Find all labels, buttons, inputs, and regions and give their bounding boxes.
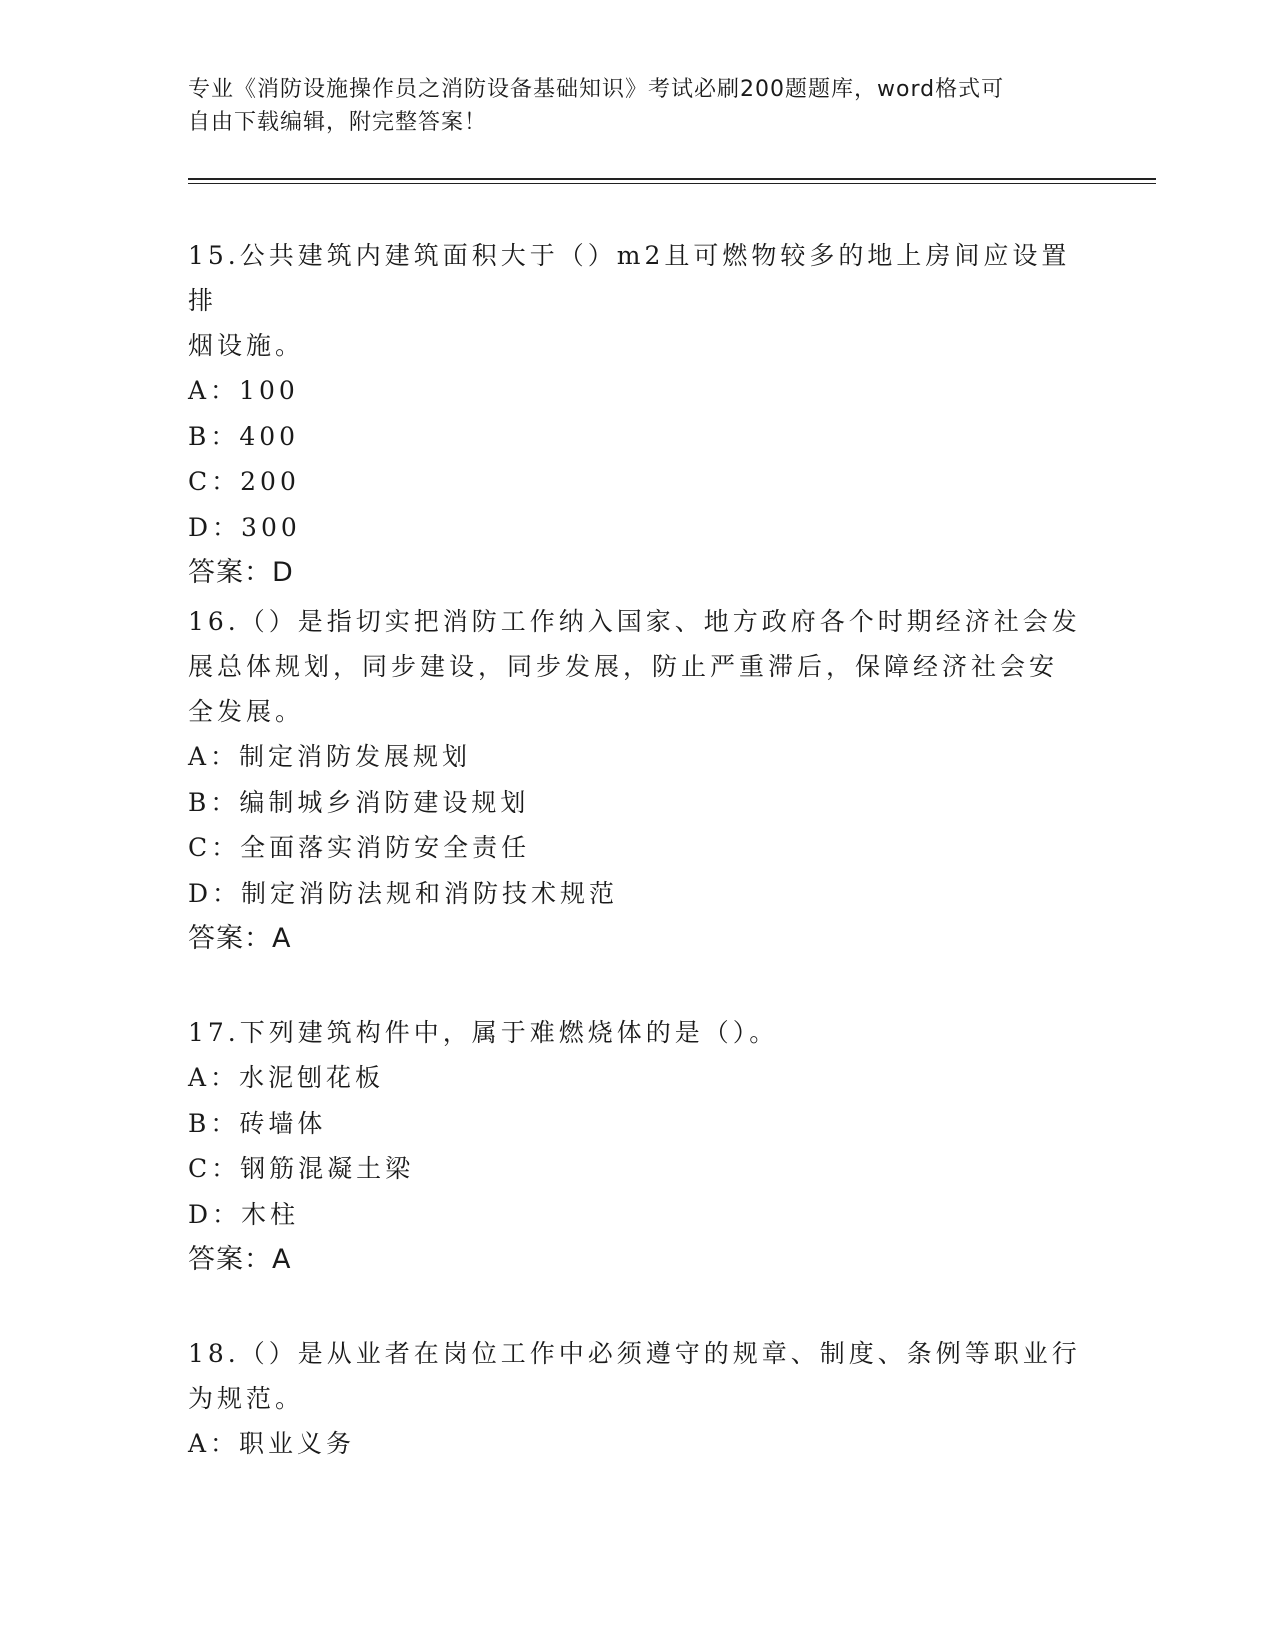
- option-c: C：钢筋混凝土梁: [188, 1154, 415, 1183]
- answer-line: 答案：A: [188, 923, 292, 954]
- option-a: A：制定消防发展规划: [188, 742, 472, 771]
- question-16: [188, 599, 1088, 962]
- option-c: C：全面落实消防安全责任: [188, 833, 531, 862]
- answer-line: 答案：D: [188, 557, 294, 588]
- question-stem-line: 展总体规划，同步建设，同步发展，防止严重滞后，保障经济社会安: [188, 652, 1059, 681]
- option-a: A：水泥刨花板: [188, 1063, 385, 1092]
- question-stem-line: 16.（）是指切实把消防工作纳入国家、地方政府各个时期经济社会发: [188, 607, 1081, 636]
- option-d: D：制定消防法规和消防技术规范: [188, 878, 619, 908]
- option-d: D：木柱: [188, 1199, 300, 1229]
- question-stem-line: 17.下列建筑构件中，属于难燃烧体的是（）。: [188, 1018, 779, 1047]
- option-a: A：100: [188, 376, 299, 405]
- header-line-2: 自由下载编辑，附完整答案！: [188, 110, 488, 135]
- document-header: [188, 73, 1088, 139]
- question-stem-line: 全发展。: [188, 697, 305, 726]
- question-stem-line: 为规范。: [188, 1384, 305, 1413]
- header-divider-thin: [188, 183, 1156, 184]
- question-15: [188, 233, 1088, 596]
- option-b: B：编制城乡消防建设规划: [188, 787, 530, 817]
- option-d: D：300: [188, 512, 301, 542]
- option-a: A：职业义务: [188, 1429, 356, 1458]
- option-c: C：200: [188, 467, 300, 496]
- question-18: [188, 1331, 1088, 1467]
- question-stem-line: 15.公共建筑内建筑面积大于（）m2且可燃物较多的地上房间应设置排: [188, 241, 1071, 315]
- header-divider-thick: [188, 178, 1156, 180]
- header-line-1: 专业《消防设施操作员之消防设备基础知识》考试必刷200题题库，word格式可: [188, 77, 1005, 102]
- answer-line: 答案：A: [188, 1244, 292, 1275]
- option-b: B：400: [188, 421, 300, 451]
- question-17: [188, 1010, 1088, 1283]
- question-stem-line: 18.（）是从业者在岗位工作中必须遵守的规章、制度、条例等职业行: [188, 1339, 1081, 1368]
- question-stem-line: 烟设施。: [188, 331, 305, 360]
- option-b: B：砖墙体: [188, 1108, 327, 1138]
